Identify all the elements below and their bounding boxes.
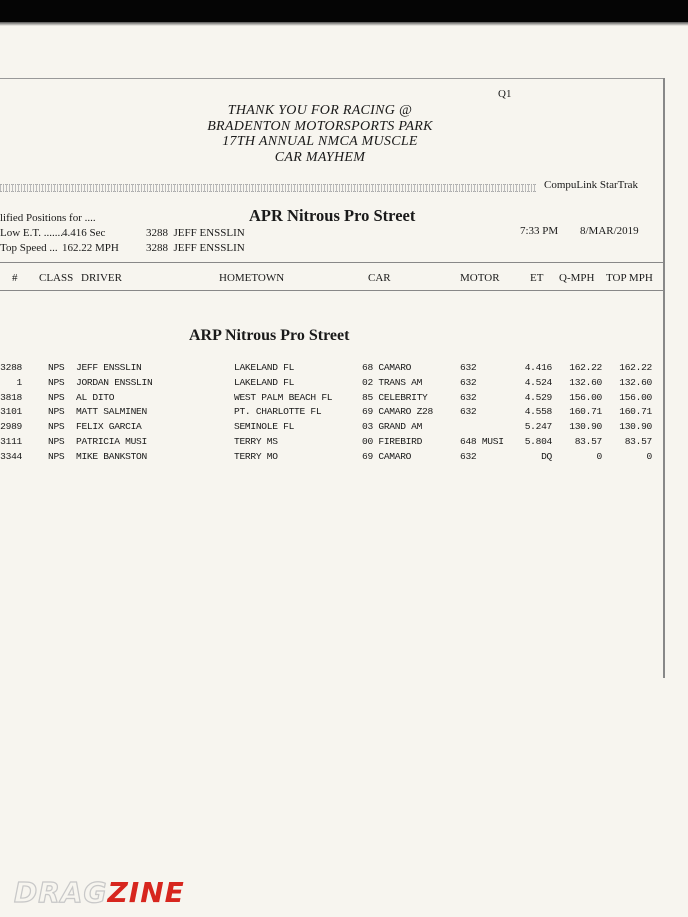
col-header-car: CAR bbox=[368, 272, 391, 284]
top-speed-car: 3288 bbox=[146, 242, 168, 254]
col-header-hometown: HOMETOWN bbox=[219, 272, 285, 284]
cell-et: 4.529 bbox=[524, 391, 552, 403]
qualified-label: lified Positions for .... bbox=[0, 212, 96, 224]
cell-class: NPS bbox=[48, 406, 65, 418]
top-speed-driver: JEFF ENSSLIN bbox=[173, 242, 245, 254]
cell-hometown: LAKELAND FL bbox=[234, 362, 295, 373]
cell-class: NPS bbox=[48, 391, 65, 403]
col-header-class: CLASS bbox=[39, 272, 74, 284]
cell-number: 3288 bbox=[0, 362, 22, 373]
low-et-car: 3288 bbox=[146, 227, 168, 239]
cell-driver: JEFF ENSSLIN bbox=[76, 362, 142, 373]
cell-et: 4.416 bbox=[524, 362, 552, 373]
heading-line: 17TH ANNUAL NMCA MUSCLE bbox=[222, 134, 418, 149]
cell-hometown: TERRY MS bbox=[234, 436, 278, 447]
cell-car: 03 GRAND AM bbox=[362, 421, 423, 433]
cell-topmph: 156.00 bbox=[619, 391, 652, 403]
cell-number: 3818 bbox=[0, 391, 22, 403]
cell-class: NPS bbox=[48, 450, 65, 462]
cell-qmph: 0 bbox=[596, 450, 602, 462]
cell-topmph: 162.22 bbox=[619, 362, 652, 373]
dotted-separator bbox=[0, 184, 536, 192]
frame-right-line bbox=[663, 78, 665, 678]
cell-et: DQ bbox=[541, 450, 552, 462]
cell-motor: 632 bbox=[460, 362, 477, 373]
cell-motor: 648 MUSI bbox=[460, 436, 504, 447]
event-title: APR Nitrous Pro Street bbox=[249, 206, 416, 225]
cell-qmph: 156.00 bbox=[569, 391, 602, 403]
cell-driver: MATT SALMINEN bbox=[76, 406, 147, 418]
logo-part2: ZINE bbox=[107, 876, 185, 909]
system-name: CompuLink StarTrak bbox=[544, 179, 639, 191]
scan-shadow bbox=[0, 22, 688, 26]
top-speed-label: Top Speed ... bbox=[0, 242, 58, 254]
cell-driver: AL DITO bbox=[76, 391, 115, 403]
low-et-driver: JEFF ENSSLIN bbox=[173, 227, 245, 239]
cell-number: 3111 bbox=[0, 436, 22, 447]
cell-hometown: LAKELAND FL bbox=[234, 376, 295, 388]
cell-et: 4.524 bbox=[524, 376, 552, 388]
low-et-label: Low E.T. ....... bbox=[0, 227, 64, 239]
scan-top-edge bbox=[0, 0, 688, 22]
cell-topmph: 130.90 bbox=[619, 421, 652, 433]
low-et-value: 4.416 Sec bbox=[62, 227, 106, 239]
cell-hometown: TERRY MO bbox=[234, 450, 278, 462]
section-title: ARP Nitrous Pro Street bbox=[189, 327, 350, 344]
col-header-driver: DRIVER bbox=[81, 272, 122, 284]
cell-qmph: 83.57 bbox=[574, 436, 602, 447]
cell-car: 69 CAMARO bbox=[362, 450, 412, 462]
cell-class: NPS bbox=[48, 376, 65, 388]
cell-number: 3344 bbox=[0, 450, 22, 462]
cell-class: NPS bbox=[48, 436, 65, 447]
cell-et: 5.247 bbox=[524, 421, 552, 433]
heading-line: CAR MAYHEM bbox=[274, 149, 366, 165]
col-header-et: ET bbox=[530, 272, 544, 284]
col-header-num: # bbox=[12, 272, 18, 284]
low-et-line bbox=[0, 227, 245, 239]
col-header-motor: MOTOR bbox=[460, 272, 500, 284]
cell-qmph: 160.71 bbox=[569, 406, 602, 418]
cell-class: NPS bbox=[48, 362, 65, 373]
cell-car: 69 CAMARO Z28 bbox=[362, 406, 433, 418]
cell-car: 02 TRANS AM bbox=[362, 376, 423, 388]
col-header-qmph: Q-MPH bbox=[559, 272, 595, 284]
cell-topmph: 132.60 bbox=[619, 376, 652, 388]
cell-number: 1 bbox=[16, 376, 22, 388]
cell-car: 00 FIREBIRD bbox=[362, 436, 423, 447]
top-speed-value: 162.22 MPH bbox=[62, 242, 119, 254]
cell-qmph: 130.90 bbox=[569, 421, 602, 433]
cell-qmph: 162.22 bbox=[569, 362, 602, 373]
cell-class: NPS bbox=[48, 421, 65, 433]
cell-et: 5.804 bbox=[524, 436, 552, 447]
cell-car: 85 CELEBRITY bbox=[362, 391, 428, 403]
cell-qmph: 132.60 bbox=[569, 376, 602, 388]
cell-motor: 632 bbox=[460, 376, 477, 388]
page-label: Q1 bbox=[498, 88, 512, 100]
header-rule-top bbox=[0, 262, 664, 263]
cell-driver: FELIX GARCIA bbox=[76, 421, 142, 433]
heading-line: THANK YOU FOR RACING @ bbox=[227, 103, 413, 118]
cell-hometown: WEST PALM BEACH FL bbox=[234, 391, 333, 403]
col-header-topmph: TOP MPH bbox=[606, 272, 653, 284]
cell-driver: JORDAN ENSSLIN bbox=[76, 376, 153, 388]
cell-et: 4.558 bbox=[524, 406, 552, 418]
cell-topmph: 0 bbox=[646, 450, 652, 462]
cell-driver: PATRICIA MUSI bbox=[76, 436, 147, 447]
cell-motor: 632 bbox=[460, 406, 477, 418]
cell-motor: 632 bbox=[460, 450, 477, 462]
logo-part1: DRAG bbox=[14, 876, 108, 909]
frame-top-line bbox=[0, 78, 664, 79]
cell-car: 68 CAMARO bbox=[362, 362, 412, 373]
cell-topmph: 83.57 bbox=[624, 436, 652, 447]
cell-number: 2989 bbox=[0, 421, 22, 433]
report-time: 7:33 PM bbox=[520, 225, 559, 237]
cell-motor: 632 bbox=[460, 391, 477, 403]
cell-number: 3101 bbox=[0, 406, 22, 418]
top-speed-line bbox=[0, 242, 245, 254]
track-heading bbox=[170, 103, 470, 165]
heading-line: BRADENTON MOTORSPORTS PARK bbox=[207, 118, 433, 134]
cell-driver: MIKE BANKSTON bbox=[76, 450, 147, 462]
cell-hometown: PT. CHARLOTTE FL bbox=[234, 406, 322, 418]
dragzine-logo bbox=[14, 876, 185, 909]
cell-topmph: 160.71 bbox=[619, 406, 652, 418]
header-rule-bottom bbox=[0, 290, 664, 291]
cell-hometown: SEMINOLE FL bbox=[234, 421, 295, 433]
report-date: 8/MAR/2019 bbox=[580, 225, 639, 237]
